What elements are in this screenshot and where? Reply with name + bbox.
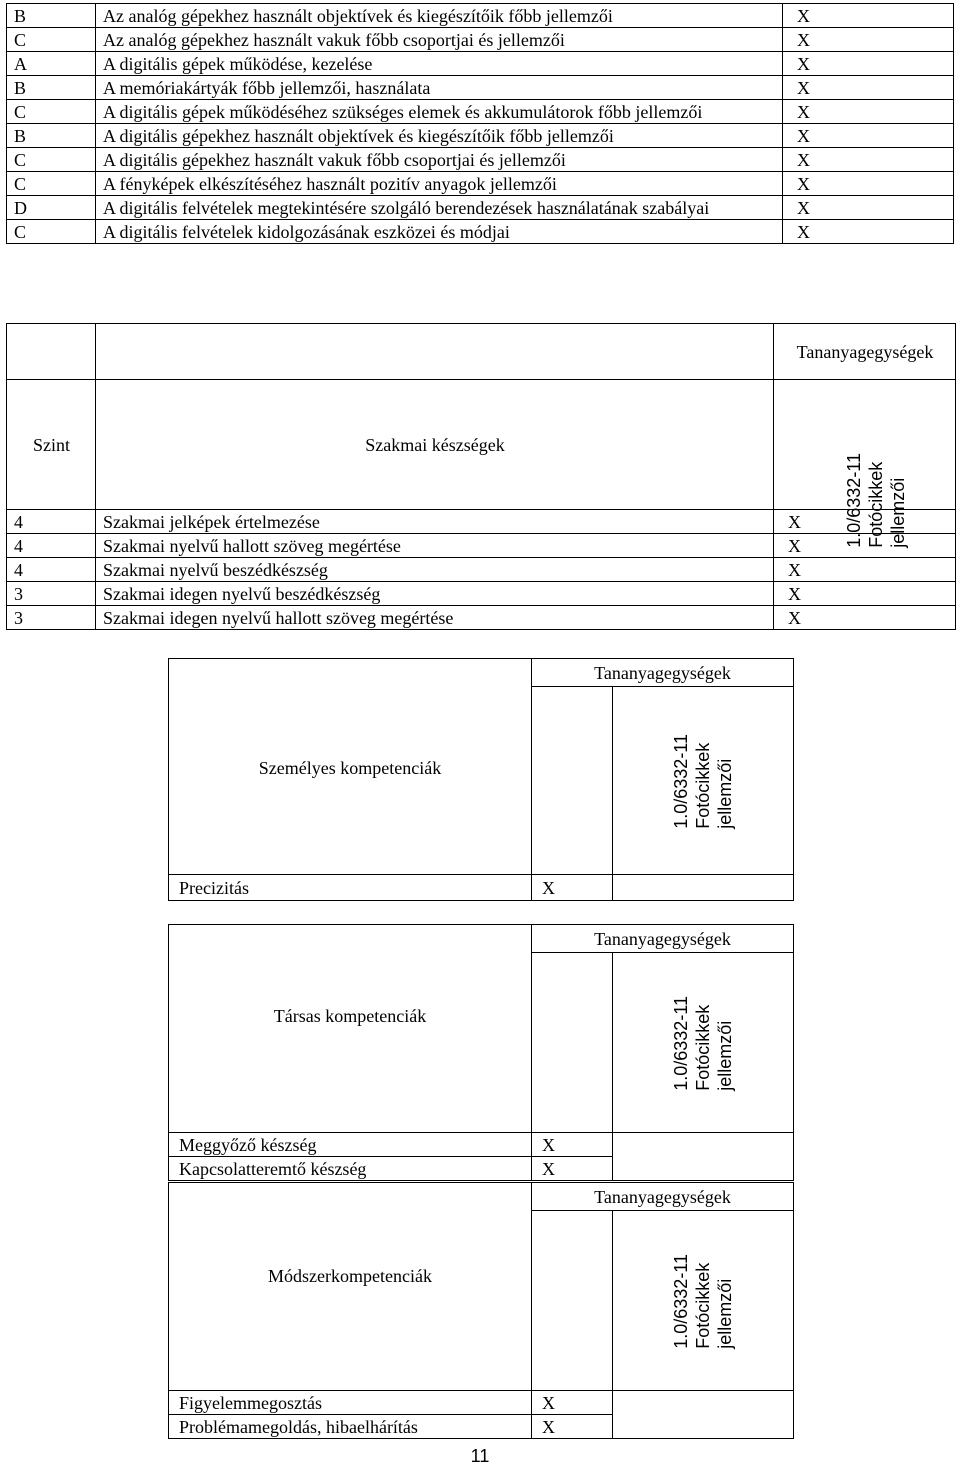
table-row bbox=[7, 172, 954, 196]
unit-label: 1.0/6332-11 Fotócikkek jellemzői bbox=[844, 452, 908, 548]
tananyag-header: Tananyagegységek bbox=[532, 659, 794, 687]
table-row bbox=[7, 76, 954, 100]
level-column-header: Szint bbox=[7, 380, 96, 510]
empty-cell bbox=[613, 875, 794, 901]
table-row bbox=[7, 148, 954, 172]
mark-cell: X bbox=[783, 28, 954, 52]
table-row bbox=[7, 606, 956, 630]
method-competencies-table bbox=[168, 1182, 794, 1439]
mark-cell: X bbox=[783, 4, 954, 28]
topic-cell: A memóriakártyák főbb jellemzői, használata bbox=[96, 76, 783, 100]
topic-cell: A digitális gépek működéséhez szükséges elemek és akkumulátorok főbb jellemzői bbox=[96, 100, 783, 124]
mark-cell: X bbox=[783, 220, 954, 244]
table-row bbox=[7, 52, 954, 76]
empty-corner bbox=[169, 925, 532, 1133]
professional-skills-table bbox=[6, 323, 956, 630]
empty-cell bbox=[613, 1391, 794, 1439]
unit-label: 1.0/6332-11 Fotócikkek jellemzői bbox=[671, 733, 735, 829]
personal-title: Személyes kompetenciák bbox=[258, 758, 442, 778]
list-item: Problémamegoldás, hibaelhárítás bbox=[169, 1415, 532, 1439]
skill-cell: Szakmai nyelvű beszédkészség bbox=[96, 558, 774, 582]
table-row bbox=[7, 28, 954, 52]
topic-cell: Az analóg gépekhez használt vakuk főbb csoportjai és jellemzői bbox=[96, 28, 783, 52]
table-row bbox=[7, 100, 954, 124]
table-row bbox=[7, 196, 954, 220]
level-cell: A bbox=[7, 52, 96, 76]
mark-cell: X bbox=[774, 606, 956, 630]
method-title: Módszerkompetenciák bbox=[268, 1266, 432, 1286]
mark: X bbox=[532, 1415, 613, 1439]
empty-x-col bbox=[532, 687, 613, 875]
mark-cell: X bbox=[783, 52, 954, 76]
social-competencies-table bbox=[168, 924, 794, 1181]
mark-cell: X bbox=[774, 510, 956, 534]
level-cell: 3 bbox=[7, 582, 96, 606]
empty-x-col bbox=[532, 953, 613, 1133]
table-row bbox=[7, 582, 956, 606]
mark-cell: X bbox=[783, 76, 954, 100]
list-item: Figyelemmegosztás bbox=[169, 1391, 532, 1415]
table-row bbox=[7, 4, 954, 28]
mark-cell: X bbox=[783, 148, 954, 172]
level-cell: C bbox=[7, 148, 96, 172]
level-cell: C bbox=[7, 172, 96, 196]
mark: X bbox=[532, 1391, 613, 1415]
empty-cell bbox=[613, 1133, 794, 1181]
table-row bbox=[7, 220, 954, 244]
level-cell: C bbox=[7, 28, 96, 52]
skill-cell: Szakmai idegen nyelvű hallott szöveg megértése bbox=[96, 606, 774, 630]
mark-cell: X bbox=[774, 582, 956, 606]
level-cell: D bbox=[7, 196, 96, 220]
level-cell: 4 bbox=[7, 534, 96, 558]
skill-column-header: Szakmai készségek bbox=[96, 380, 774, 510]
mark-cell: X bbox=[783, 172, 954, 196]
level-cell: 4 bbox=[7, 510, 96, 534]
tananyag-header: Tananyagegységek bbox=[532, 925, 794, 953]
topic-cell: A digitális gépekhez használt objektívek és kiegészítőik főbb jellemzői bbox=[96, 124, 783, 148]
level-cell: 4 bbox=[7, 558, 96, 582]
tananyag-header: Tananyagegységek bbox=[774, 324, 956, 380]
mark-cell: X bbox=[774, 534, 956, 558]
level-cell: B bbox=[7, 76, 96, 100]
mark: X bbox=[532, 875, 613, 901]
mark-cell: X bbox=[783, 196, 954, 220]
mark-cell: X bbox=[783, 100, 954, 124]
skill-cell: Szakmai jelképek értelmezése bbox=[96, 510, 774, 534]
mark: X bbox=[532, 1157, 613, 1181]
topic-cell: A digitális felvételek megtekintésére szolgáló berendezések használatának szabályai bbox=[96, 196, 783, 220]
topic-cell: A fényképek elkészítéséhez használt pozitív anyagok jellemzői bbox=[96, 172, 783, 196]
list-item: Kapcsolatteremtő készség bbox=[169, 1157, 532, 1181]
mark-cell: X bbox=[783, 124, 954, 148]
social-title: Társas kompetenciák bbox=[273, 1006, 427, 1026]
topic-cell: A digitális gépek működése, kezelése bbox=[96, 52, 783, 76]
list-item: Precizitás bbox=[169, 875, 532, 901]
level-cell: B bbox=[7, 124, 96, 148]
topic-cell: Az analóg gépekhez használt objektívek és kiegészítőik főbb jellemzői bbox=[96, 4, 783, 28]
knowledge-table bbox=[6, 3, 954, 244]
page-number: 11 bbox=[470, 1446, 490, 1466]
skill-cell: Szakmai nyelvű hallott szöveg megértése bbox=[96, 534, 774, 558]
unit-label: 1.0/6332-11 Fotócikkek jellemzői bbox=[671, 995, 735, 1091]
level-cell: B bbox=[7, 4, 96, 28]
unit-header bbox=[774, 380, 956, 548]
topic-cell: A digitális felvételek kidolgozásának eszközei és módjai bbox=[96, 220, 783, 244]
unit-header bbox=[613, 953, 794, 1133]
empty-corner-level bbox=[7, 324, 96, 380]
empty-corner bbox=[169, 659, 532, 875]
mark: X bbox=[532, 1133, 613, 1157]
level-cell: C bbox=[7, 100, 96, 124]
table-row bbox=[7, 124, 954, 148]
empty-corner-skill bbox=[96, 324, 774, 380]
list-item: Meggyőző készség bbox=[169, 1133, 532, 1157]
unit-header bbox=[613, 1211, 794, 1391]
topic-cell: A digitális gépekhez használt vakuk főbb csoportjai és jellemzői bbox=[96, 148, 783, 172]
unit-header bbox=[613, 687, 794, 875]
level-cell: 3 bbox=[7, 606, 96, 630]
empty-x-col bbox=[532, 1211, 613, 1391]
empty-corner bbox=[169, 1183, 532, 1391]
level-cell: C bbox=[7, 220, 96, 244]
tananyag-header: Tananyagegységek bbox=[532, 1183, 794, 1211]
personal-competencies-table bbox=[168, 658, 794, 901]
skill-cell: Szakmai idegen nyelvű beszédkészség bbox=[96, 582, 774, 606]
unit-label: 1.0/6332-11 Fotócikkek jellemzői bbox=[671, 1253, 735, 1349]
mark-cell: X bbox=[774, 558, 956, 582]
